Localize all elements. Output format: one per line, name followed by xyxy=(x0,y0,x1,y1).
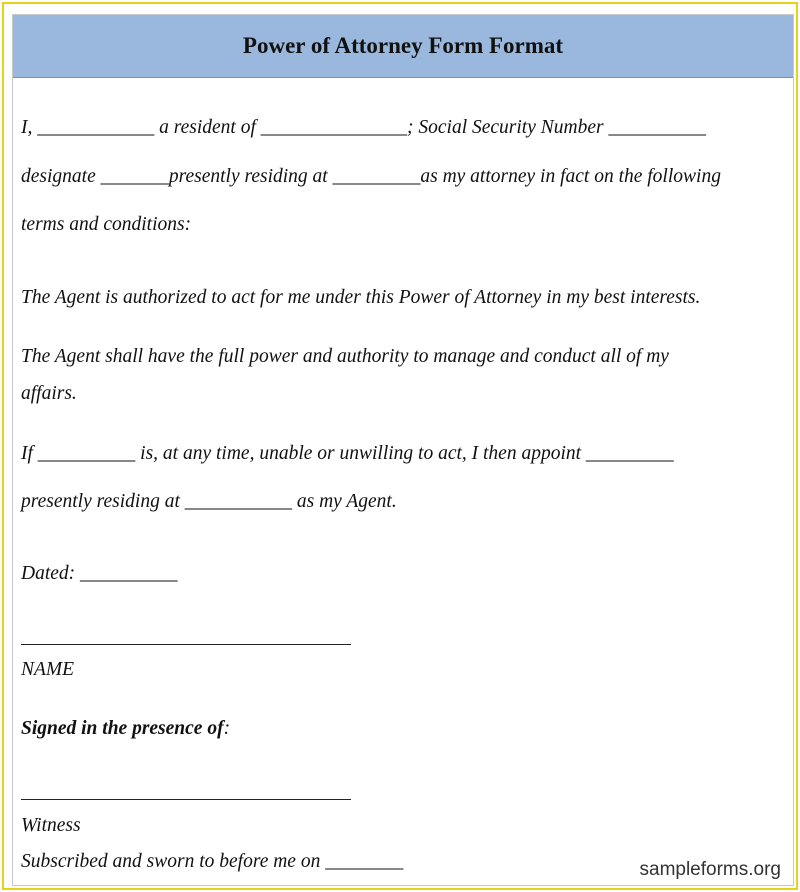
paragraph-line: The Agent shall have the full power and authority to manage and conduct all of my xyxy=(21,346,669,367)
paragraph-line: designate _______presently residing at _________as my attorney in fact on the following xyxy=(21,166,721,187)
witness-label: Witness xyxy=(21,815,81,836)
paragraph-line: affairs. xyxy=(21,383,77,404)
name-signature-line xyxy=(21,644,351,645)
name-label: NAME xyxy=(21,659,75,680)
signed-colon: : xyxy=(223,718,231,739)
form-panel xyxy=(12,14,794,886)
form-title: Power of Attorney Form Format xyxy=(242,33,564,58)
witness-signature-line xyxy=(21,799,351,800)
paragraph-line: If __________ is, at any time, unable or unwilling to act, I then appoint _________ xyxy=(21,443,674,464)
subscribed-line: Subscribed and sworn to before me on ________ xyxy=(21,851,404,872)
paragraph-line: terms and conditions: xyxy=(21,214,192,235)
paragraph-line: The Agent is authorized to act for me under this Power of Attorney in my best interests. xyxy=(21,287,701,308)
paragraph-line: I, ____________ a resident of _______________; Social Security Number __________ xyxy=(21,117,706,138)
paragraph-line: presently residing at ___________ as my Agent. xyxy=(21,491,397,512)
dated-line: Dated: __________ xyxy=(21,563,178,584)
form-body xyxy=(21,15,785,885)
outer-frame xyxy=(2,2,798,890)
signed-label: Signed in the presence of xyxy=(21,718,224,739)
site-watermark: sampleforms.org xyxy=(639,859,781,880)
signed-presence-line xyxy=(21,718,785,740)
